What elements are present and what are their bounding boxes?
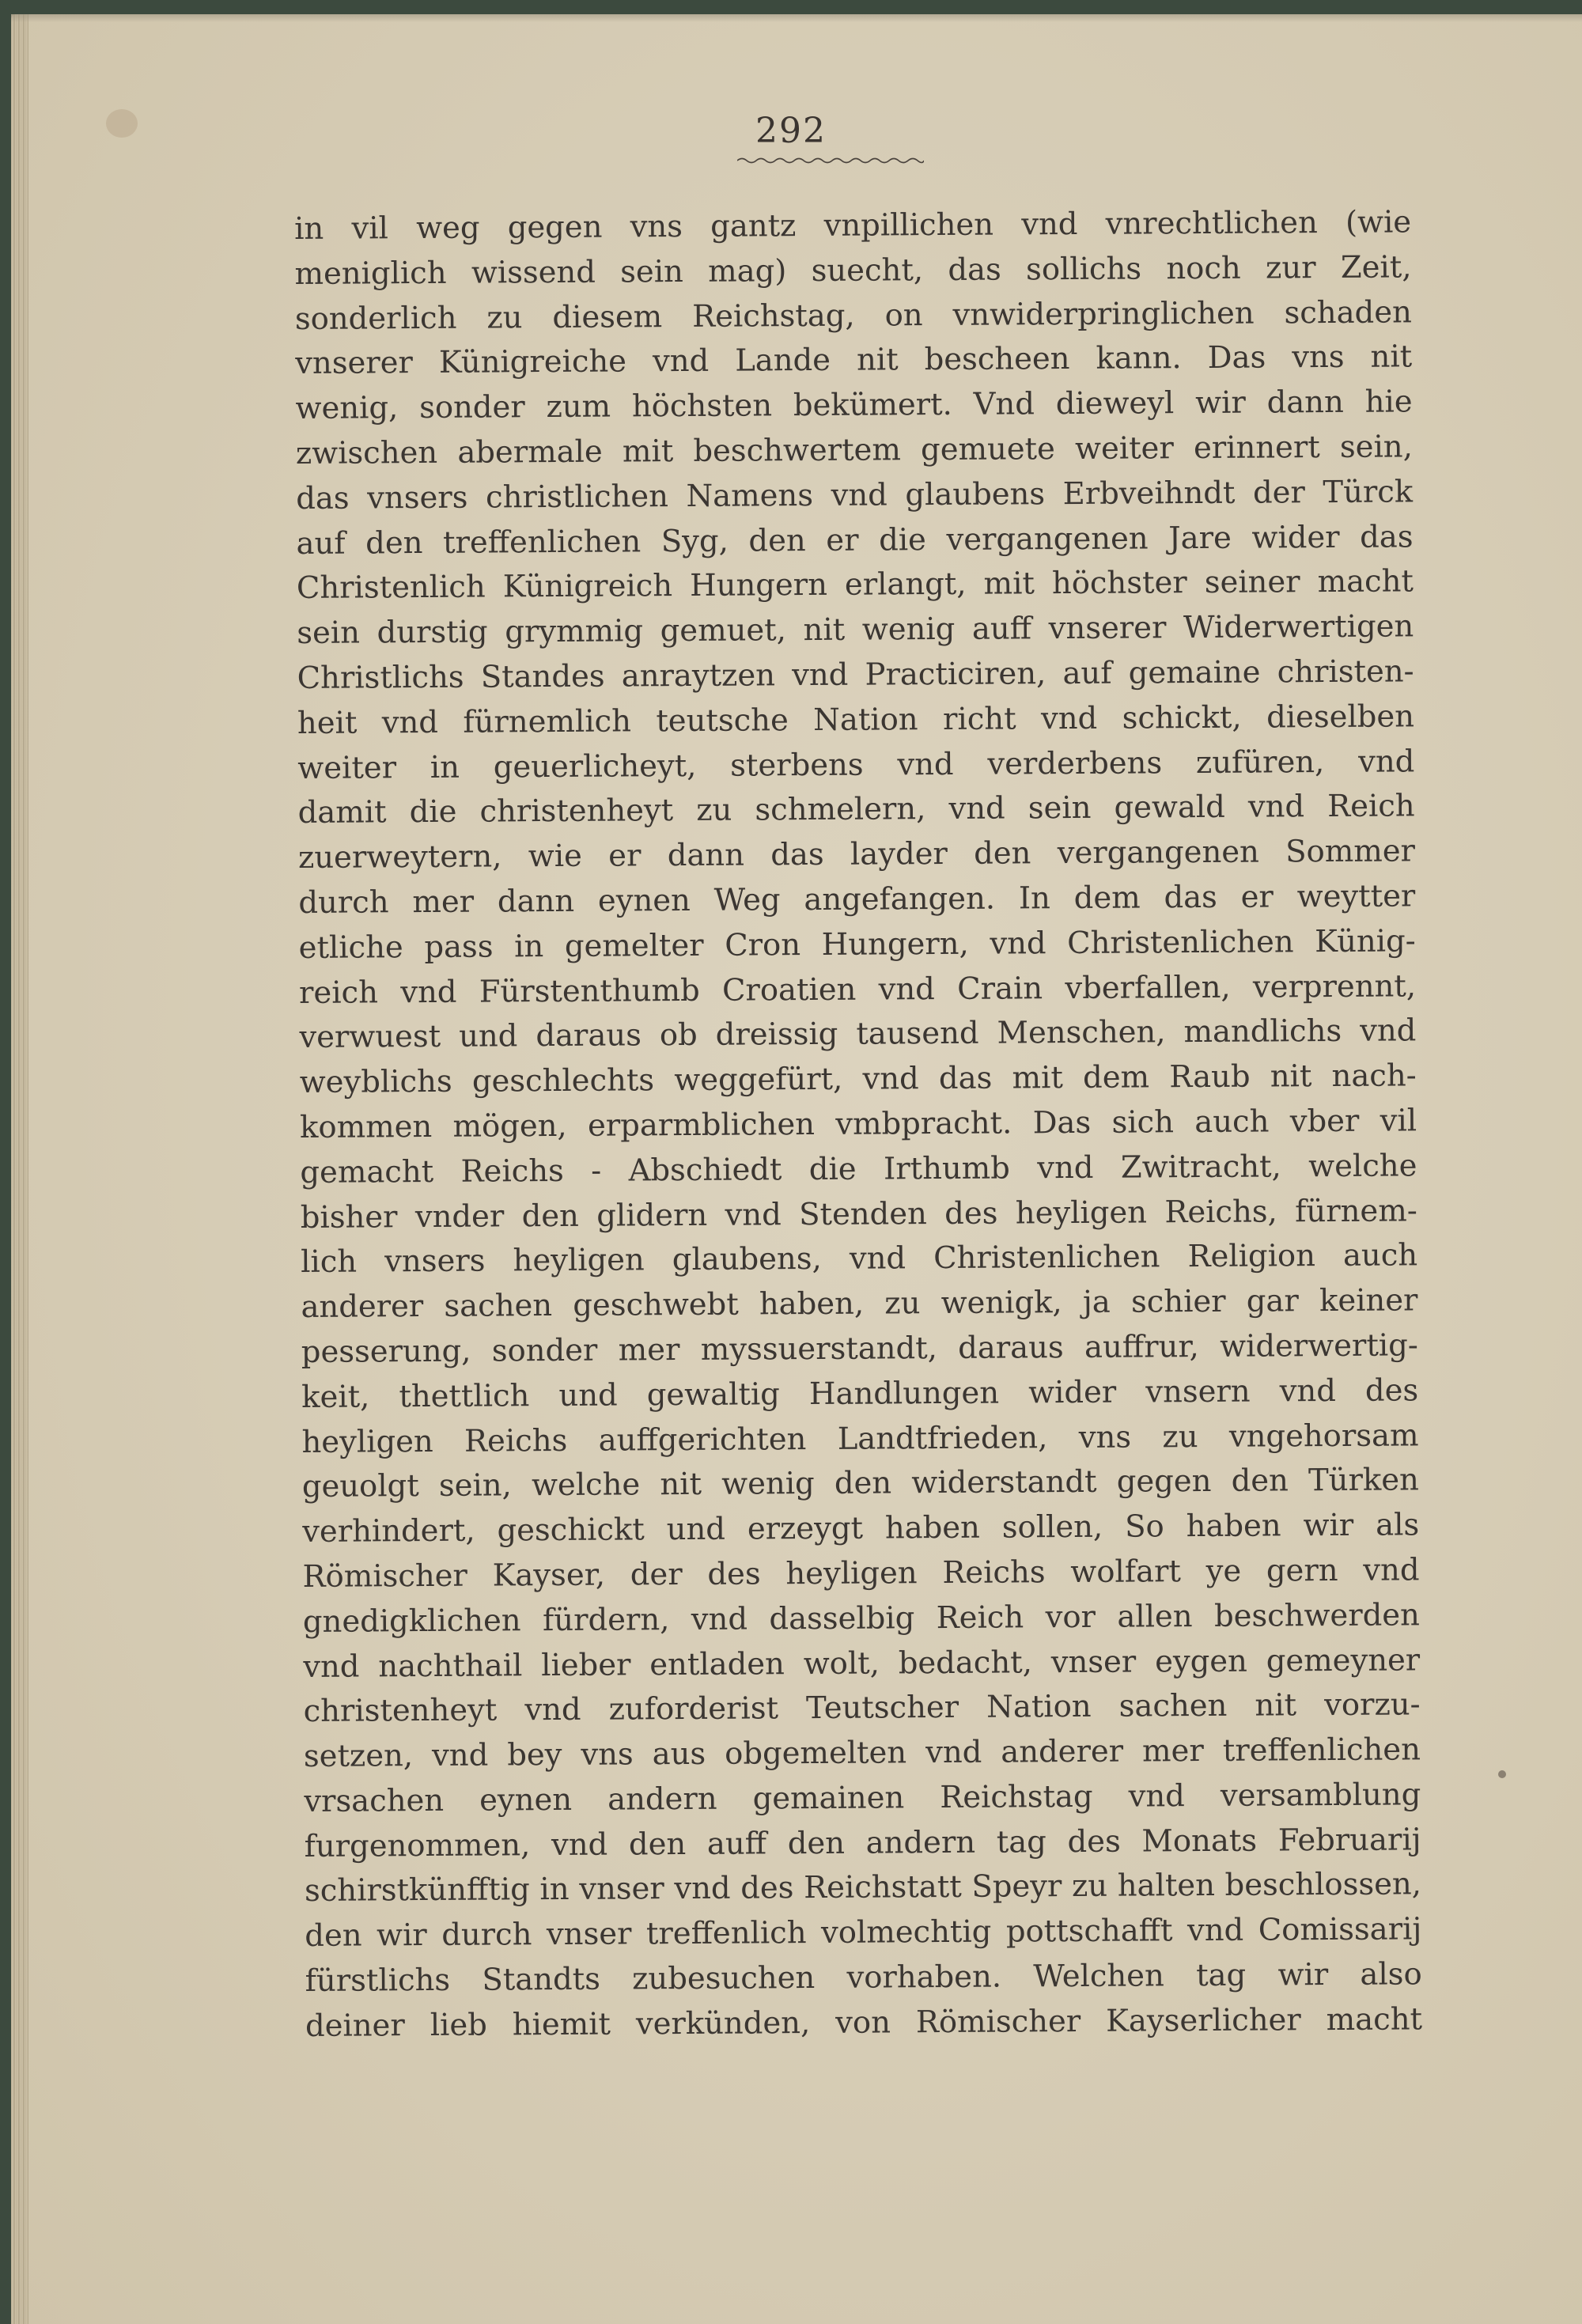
text-line: furgenommen, vnd den auff den andern tag des Monats Februarij [304,1822,1421,1864]
text-line: schirstkünfftig in vnser vnd des Reichstatt Speyr zu halten beschlossen, [304,1866,1422,1910]
text-line: kommen mögen, erparmblichen vmbpracht. Das sich auch vber vil [299,1103,1417,1145]
page-number-ornament [737,155,924,166]
text-line: deiner lieb hiemit verkünden, von Römischer Kayserlicher macht [305,2001,1423,2044]
text-line: zuerweytern, wie er dann das layder den vergangenen Sommer [297,833,1416,876]
text-line: gemacht Reichs - Abschiedt die Irthumb vnd Zwitracht, welche [300,1148,1417,1190]
text-line: christenheyt vnd zuforderist Teutscher Nation sachen nit vorzu- [303,1686,1421,1730]
text-line: verwuest und daraus ob dreissig tausend Menschen, mandlichs vnd [299,1012,1417,1056]
text-line: Christlichs Standes anraytzen vnd Practiciren, auf gemaine christen- [297,653,1414,696]
text-line: heyligen Reichs auffgerichten Landtfrieden, vns zu vngehorsam [301,1417,1419,1460]
text-line: fürstlichs Standts zubesuchen vorhaben. Welchen tag wir also [305,1956,1422,2000]
text-line: weiter in geuerlicheyt, sterbens vnd verderbens zufüren, vnd [297,743,1415,786]
text-line: sonderlich zu diesem Reichstag, on vnwiderpringlichen schaden [294,293,1412,337]
text-line: vnd nachthail lieber entladen wolt, bedacht, vnser eygen gemeyner [303,1641,1421,1685]
text-line: vnserer Künigreiche vnd Lande nit bescheen kann. Das vns nit [295,339,1413,382]
text-line: pesserung, sonder mer myssuerstandt, daraus auffrur, widerwertig- [301,1327,1418,1370]
text-line: sein durstig grymmig gemuet, nit wenig auff vnserer Widerwertigen [297,608,1414,652]
text-line: bisher vnder den glidern vnd Stenden des heyligen Reichs, fürnem- [300,1192,1417,1236]
paper-stain [1498,1770,1506,1778]
text-line: geuolgt sein, welche nit wenig den widerstandt gegen den Türken [301,1462,1419,1505]
text-line: verhindert, geschickt und erzeygt haben sollen, So haben wir als [302,1507,1420,1550]
text-line: etliche pass in gemelter Cron Hungern, vnd Christenlichen Künig- [298,923,1416,966]
text-line: heit vnd fürnemlich teutsche Nation richt vnd schickt, dieselben [297,698,1415,741]
text-line: auf den treffenlichen Syg, den er die vergangenen Jare wider das [296,518,1414,562]
text-line: zwischen abermale mit beschwertem gemuete weiter erinnert sein, [295,429,1414,471]
text-line: reich vnd Fürstenthumb Croatien vnd Crain vberfallen, verprennt, [298,967,1417,1011]
page-edges [11,14,28,2324]
text-line: setzen, vnd bey vns aus obgemelten vnd anderer mer treffenlichen [303,1732,1421,1775]
text-line: meniglich wissend sein mag) suecht, das sollichs noch zur Zeit, [294,249,1412,292]
text-line: das vnsers christlichen Namens vnd glaubens Erbveihndt der Türck [296,474,1414,517]
text-line: vrsachen eynen andern gemainen Reichstag vnd versamblung [304,1777,1421,1819]
page-top-shadow [11,14,1582,22]
page-number: 292 [755,111,827,151]
text-line: Christenlich Künigreich Hungern erlangt, mit höchster seiner macht [296,563,1414,607]
text-line: wenig, sonder zum höchsten bekümert. Vnd dieweyl wir dann hie [295,384,1413,427]
text-line: anderer sachen geschwebt haben, zu wenigk, ja schier gar keiner [301,1282,1418,1326]
body-text [294,200,1422,2049]
text-line: gnedigklichen fürdern, vnd dasselbig Reich vor allen beschwerden [302,1597,1421,1640]
text-line: durch mer dann eynen Weg angefangen. In dem das er weytter [298,878,1416,921]
text-line: Römischer Kayser, der des heyligen Reichs wolfart ye gern vnd [302,1552,1420,1595]
text-line: weyblichs geschlechts weggefürt, vnd das mit dem Raub nit nach- [299,1058,1417,1101]
text-line: in vil weg gegen vns gantz vnpillichen vnd vnrechtlichen (wie [294,204,1412,247]
text-line: keit, thettlich und gewaltig Handlungen wider vnsern vnd des [301,1372,1419,1415]
text-line: den wir durch vnser treffenlich volmechtig pottschafft vnd Comissarij [305,1911,1422,1955]
text-line: lich vnsers heyligen glaubens, vnd Christenlichen Religion auch [301,1237,1418,1281]
text-line: damit die christenheyt zu schmelern, vnd sein gewald vnd Reich [297,788,1415,831]
